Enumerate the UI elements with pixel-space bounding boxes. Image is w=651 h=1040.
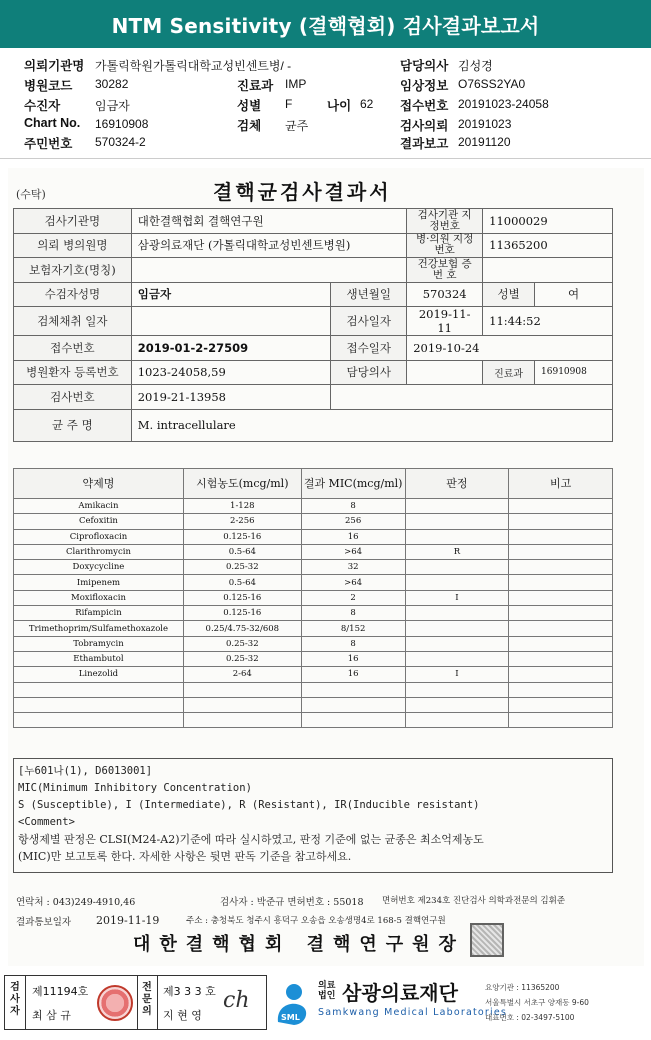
test-range-cell: 0.125-16 <box>183 529 301 544</box>
receipt-date-value: 2019-10-24 <box>407 336 613 361</box>
mic-result-cell: 8/152 <box>301 621 405 636</box>
range-col-header: 시험농도(mcg/ml) <box>183 469 301 499</box>
report-label: 결과보고 <box>400 137 449 151</box>
drug-name-cell <box>14 697 184 712</box>
comment-text-1: 항생제별 판정은 CLSI(M24-A2)기준에 따라 실시하였고, 판정 기준에 없는 균종은 최소억제농도 <box>18 833 484 846</box>
interpretation-cell: I <box>405 590 509 605</box>
drug-name-cell: Imipenem <box>14 575 184 590</box>
collect-value <box>131 307 331 336</box>
receipt-value: 2019-01-2-27509 <box>131 336 331 361</box>
handwritten-signature: ch <box>223 988 250 1013</box>
lab-value: 대한결핵협회 결핵연구원 <box>131 209 406 234</box>
signoff-box <box>4 975 267 1030</box>
scanned-result-sheet <box>8 168 644 966</box>
interpretation-cell <box>405 606 509 621</box>
header-divider <box>0 158 651 159</box>
resident-no-value: 570324-2 <box>95 135 146 149</box>
license-line: 면허번호 제234호 진단검사 의학과전문의 김휘준 <box>382 896 566 906</box>
hospital-code-label: 병원코드 <box>24 79 73 93</box>
report-banner <box>0 0 651 48</box>
request-date-value: 20191023 <box>458 117 512 131</box>
mic-result-cell <box>301 697 405 712</box>
mic-result-cell: 8 <box>301 636 405 651</box>
interpretation-cell <box>405 682 509 697</box>
hosp-value: 삼광의료재단 (가톨릭대학교성빈센트병원) <box>131 233 406 258</box>
comment-legend: S (Susceptible), I (Intermediate), R (Resistant), IR(Inducible resistant) <box>18 799 480 811</box>
interpretation-cell <box>405 636 509 651</box>
comment-text-2: (MIC)만 보고토록 한다. 자세한 사항은 뒷면 판독 기준을 참고하세요. <box>18 850 352 863</box>
test-range-cell: 0.25/4.75-32/608 <box>183 621 301 636</box>
drug-name-cell: Doxycycline <box>14 560 184 575</box>
comment-mic-def: MIC(Minimum Inhibitory Concentration) <box>18 782 252 794</box>
remark-cell <box>509 590 613 605</box>
reg-value: 1023-24058,59 <box>131 360 331 385</box>
test-range-cell: 0.5-64 <box>183 575 301 590</box>
remark-cell <box>509 529 613 544</box>
sex-value: F <box>285 97 293 111</box>
mic-result-cell: 256 <box>301 514 405 529</box>
table-row <box>14 713 613 728</box>
test-time-value: 11:44:52 <box>483 307 613 336</box>
lab-id-label: 검사기관 지정번호 <box>407 209 483 234</box>
contact-line: 연락처 : 043)249-4910,46 <box>16 897 136 908</box>
receipt-no-value: 20191023-24058 <box>458 97 549 111</box>
remark-cell <box>509 713 613 728</box>
test-range-cell: 0.5-64 <box>183 544 301 559</box>
collect-label: 검체채취 일자 <box>14 307 132 336</box>
sml-corp-tag: 의료 법인 <box>318 981 336 1001</box>
test-range-cell: 1-128 <box>183 499 301 514</box>
mic-result-cell: 8 <box>301 499 405 514</box>
chart-no-value: 16910908 <box>95 117 149 131</box>
remark-cell <box>509 636 613 651</box>
drug-name-cell: Rifampicin <box>14 606 184 621</box>
exam-blank <box>331 385 613 410</box>
dob-label: 생년월일 <box>331 282 407 307</box>
receipt-no-label: 접수번호 <box>400 99 449 113</box>
table-row <box>14 667 613 682</box>
resident-no-label: 주민번호 <box>24 137 73 151</box>
interp-col-header: 판정 <box>405 469 509 499</box>
remark-cell <box>509 682 613 697</box>
table-row <box>14 544 613 559</box>
test-range-cell: 0.25-32 <box>183 560 301 575</box>
table-row <box>14 560 613 575</box>
test-date-label: 검사일자 <box>331 307 407 336</box>
health-id-label: 건강보험 증 번 호 <box>407 258 483 283</box>
name-label: 수검자성명 <box>14 282 132 307</box>
test-date-value: 2019-11-11 <box>407 307 483 336</box>
test-range-cell <box>183 713 301 728</box>
drug-susceptibility-table <box>13 468 613 728</box>
examiner-license-no: 제11194호 <box>32 985 89 998</box>
strain-label: 균 주 명 <box>14 409 132 441</box>
drug-name-cell: Cefoxitin <box>14 514 184 529</box>
hosp-label: 의뢰 병의원명 <box>14 233 132 258</box>
receipt-date-label: 접수일자 <box>331 336 407 361</box>
svg-text:SML: SML <box>281 1013 300 1022</box>
reg-label: 병원환자 등록번호 <box>14 360 132 385</box>
red-seal-icon <box>97 985 133 1021</box>
remark-cell <box>509 514 613 529</box>
mic-col-header: 결과 MIC(mcg/ml) <box>301 469 405 499</box>
interpretation-cell <box>405 575 509 590</box>
dob-value: 570324 <box>407 282 483 307</box>
sml-address: 서울특별시 서초구 양재동 9-60 <box>485 998 589 1007</box>
specialist-license-no: 제3 3 3 호 <box>163 985 216 998</box>
insurance-value <box>131 258 406 283</box>
comment-heading: <Comment> <box>18 816 75 828</box>
sml-korean-name: 삼광의료재단 <box>342 981 458 1005</box>
table-row <box>14 651 613 666</box>
exam-label: 검사번호 <box>14 385 132 410</box>
patient-value: 임금자 <box>95 99 130 113</box>
remark-cell <box>509 544 613 559</box>
mic-result-cell: 32 <box>301 560 405 575</box>
mic-result-cell: 16 <box>301 651 405 666</box>
table-row <box>14 575 613 590</box>
comment-box <box>13 758 613 873</box>
interpretation-cell <box>405 651 509 666</box>
receipt-label: 접수번호 <box>14 336 132 361</box>
signoff-divider-3 <box>157 976 158 1029</box>
physician-label: 담당의사 <box>400 59 449 73</box>
test-range-cell <box>183 682 301 697</box>
examiner-line: 검사자 : 박준규 면허번호 : 55018 <box>220 897 364 908</box>
sml-phone: 대표번호 : 02-3497-5100 <box>485 1013 575 1022</box>
official-stamp <box>470 923 504 957</box>
requesting-org-value: 가톨릭학원가톨릭대학교성빈센트병/ - <box>95 59 292 73</box>
remark-cell <box>509 560 613 575</box>
mic-result-cell: >64 <box>301 544 405 559</box>
exam-value: 2019-21-13958 <box>131 385 331 410</box>
interpretation-cell <box>405 514 509 529</box>
doctor-value <box>407 360 483 385</box>
dept-value: IMP <box>285 77 307 91</box>
sml-institution-code: 요양기관 : 11365200 <box>485 983 560 992</box>
remark-cell <box>509 575 613 590</box>
table-row <box>14 529 613 544</box>
remark-cell <box>509 667 613 682</box>
drug-name-cell <box>14 682 184 697</box>
table-row <box>14 606 613 621</box>
notify-label: 결과통보일자 <box>16 917 72 928</box>
doctor-label: 담당의사 <box>331 360 407 385</box>
sex-value-doc: 여 <box>535 282 613 307</box>
insurance-label: 보험자기호(명칭) <box>14 258 132 283</box>
specialist-vertical-label: 전문의 <box>142 982 152 1017</box>
drug-name-cell: Trimethoprim/Sulfamethoxazole <box>14 621 184 636</box>
drug-name-cell: Moxifloxacin <box>14 590 184 605</box>
note-col-header: 비고 <box>509 469 613 499</box>
hosp-id-label: 병·의원 지정번호 <box>407 233 483 258</box>
specimen-label: 검체 <box>237 119 262 133</box>
drug-name-cell: Clarithromycin <box>14 544 184 559</box>
interpretation-cell <box>405 697 509 712</box>
remark-cell <box>509 651 613 666</box>
interpretation-cell <box>405 499 509 514</box>
chart-no-label: Chart No. <box>24 116 81 130</box>
interpretation-cell <box>405 529 509 544</box>
remark-cell <box>509 621 613 636</box>
test-range-cell: 2-256 <box>183 514 301 529</box>
clinical-value: O76SS2YA0 <box>458 77 526 91</box>
sml-contact <box>485 980 589 1025</box>
sheet-title: 결핵균검사결과서 <box>213 180 392 204</box>
interpretation-cell <box>405 621 509 636</box>
request-label: 검사의뢰 <box>400 119 449 133</box>
table-row <box>14 682 613 697</box>
test-range-cell <box>183 697 301 712</box>
dept-label: 진료과 <box>237 79 274 93</box>
report-title: NTM Sensitivity (결핵협회) 검사결과보고서 <box>111 13 540 38</box>
table-row <box>14 590 613 605</box>
interpretation-cell <box>405 713 509 728</box>
requesting-org-label: 의뢰기관명 <box>24 59 85 73</box>
drug-name-cell <box>14 713 184 728</box>
mic-result-cell: 16 <box>301 667 405 682</box>
mic-result-cell: 2 <box>301 590 405 605</box>
report-date-value: 20191120 <box>458 135 511 149</box>
table-row <box>14 621 613 636</box>
sex-label-doc: 성별 <box>483 282 535 307</box>
examiner-vertical-label: 검사자 <box>10 982 20 1017</box>
mic-result-cell: 16 <box>301 529 405 544</box>
mic-result-cell: >64 <box>301 575 405 590</box>
physician-value: 김성경 <box>458 59 493 73</box>
hosp-id-value: 11365200 <box>483 233 613 258</box>
table-row <box>14 697 613 712</box>
mic-result-cell: 8 <box>301 606 405 621</box>
sml-english-name: Samkwang Medical Laboratories <box>318 1007 508 1018</box>
hospital-code-value: 30282 <box>95 77 129 91</box>
drug-col-header: 약제명 <box>14 469 184 499</box>
patient-info-block <box>0 52 651 160</box>
age-value: 62 <box>360 97 374 111</box>
patient-detail-table <box>13 208 613 442</box>
notify-date: 2019-11-19 <box>96 914 160 927</box>
specialist-name: 지 현 영 <box>163 1009 202 1022</box>
lab-name-signature: 대한결핵협회 결핵연구원장 <box>133 934 465 955</box>
interpretation-cell: R <box>405 544 509 559</box>
lab-label: 검사기관명 <box>14 209 132 234</box>
remark-cell <box>509 606 613 621</box>
dept-label-doc: 진료과 <box>483 360 535 385</box>
interpretation-cell: I <box>405 667 509 682</box>
specimen-value: 균주 <box>285 119 309 133</box>
sex-label: 성별 <box>237 99 262 113</box>
test-range-cell: 0.125-16 <box>183 590 301 605</box>
table-row <box>14 499 613 514</box>
strain-value: M. intracellulare <box>131 409 612 441</box>
test-range-cell: 0.25-32 <box>183 636 301 651</box>
age-label: 나이 <box>327 99 352 113</box>
drug-name-cell: Tobramycin <box>14 636 184 651</box>
drug-name-cell: Ethambutol <box>14 651 184 666</box>
address-line: 주소 : 충청북도 청주시 흥덕구 오송읍 오송생명4로 168-5 결핵연구원 <box>186 916 446 926</box>
remark-cell <box>509 499 613 514</box>
mic-result-cell <box>301 713 405 728</box>
contract-note: (수탁) <box>16 188 46 201</box>
patient-label: 수진자 <box>24 99 61 113</box>
clinical-label: 임상정보 <box>400 79 449 93</box>
table-row <box>14 636 613 651</box>
test-range-cell: 0.125-16 <box>183 606 301 621</box>
table-row <box>14 514 613 529</box>
drug-name-cell: Linezolid <box>14 667 184 682</box>
signoff-divider-1 <box>25 976 26 1029</box>
test-range-cell: 0.25-32 <box>183 651 301 666</box>
test-range-cell: 2-64 <box>183 667 301 682</box>
dept-value-doc: 16910908 <box>535 360 613 385</box>
mic-result-cell <box>301 682 405 697</box>
lab-id-value: 11000029 <box>483 209 613 234</box>
comment-code: [누601나(1), D6013001] <box>18 765 153 777</box>
examiner-name: 최 삼 규 <box>32 1009 71 1022</box>
name-value: 임금자 <box>131 282 331 307</box>
interpretation-cell <box>405 560 509 575</box>
drug-name-cell: Ciprofloxacin <box>14 529 184 544</box>
remark-cell <box>509 697 613 712</box>
drug-name-cell: Amikacin <box>14 499 184 514</box>
health-id-value <box>483 258 613 283</box>
